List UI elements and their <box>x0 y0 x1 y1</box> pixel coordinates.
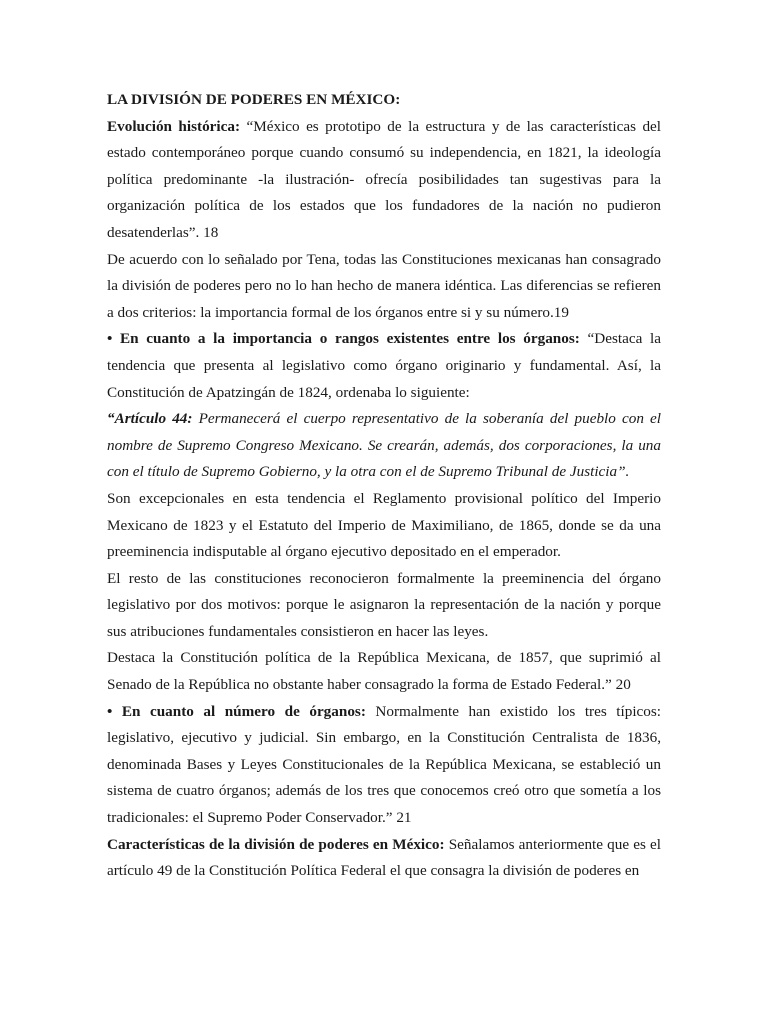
paragraph-constitution-1857 <box>107 645 661 698</box>
paragraph-text: Destaca la Constitución política de la República Mexicana, de 1857, que suprimió al Senado de la República no obstante haber consagrado la forma de Estado Federal.” 20 <box>107 649 661 694</box>
paragraph-text: “Destaca la tendencia que presenta al legislativo como órgano originario y fundamental. Así, la Constitución de Apatzingán de 1824, ordenaba lo siguiente: <box>107 330 661 401</box>
document-page <box>107 87 661 885</box>
paragraph-legislative-preeminence <box>107 566 661 646</box>
document-title: LA DIVISIÓN DE PODERES EN MÉXICO: <box>107 91 401 108</box>
paragraph-text: Permanecerá el cuerpo representativo de la soberanía del pueblo con el nombre de Supremo Congreso Mexicano. Se crearán, además, dos corporaciones, la una con el título de Supremo Gobierno, y la otra con el de Supremo Tribunal de Justicia”. <box>107 410 661 481</box>
paragraph-text: Son excepcionales en esta tendencia el Reglamento provisional político del Imperio Mexicano de 1823 y el Estatuto del Imperio de Maximiliano, de 1865, donde se da una preeminencia indisputable al órgano ejecutivo depositado en el emperador. <box>107 489 661 561</box>
paragraph-text: El resto de las constituciones reconocieron formalmente la preeminencia del órgano legislativo por dos motivos: porque le asignaron la representación de la nación y porque sus atribuciones fundamentales consistieron en hacer las leyes. <box>107 569 661 640</box>
paragraph-exceptions <box>107 486 661 566</box>
paragraph-article-44-quote <box>107 406 661 486</box>
paragraph-historical-evolution <box>107 114 661 247</box>
paragraph-characteristics <box>107 832 661 885</box>
paragraph-lead: • En cuanto al número de órganos: <box>107 702 366 720</box>
paragraph-lead: • En cuanto a la importancia o rangos existentes entre los órganos: <box>107 330 580 348</box>
paragraph-tena-criteria <box>107 247 661 327</box>
paragraph-text: Normalmente han existido los tres típicos: legislativo, ejecutivo y judicial. Sin embargo, en la Constitución Centralista de 1836, denominada Bases y Leyes Constitucionales de la República Mexicana, se estableció un sistema de cuatro órganos; además de los tres que conocemos creó otro que sometía a los tradicionales: el Supremo Poder Conservador.” 21 <box>107 702 662 827</box>
paragraph-lead: Características de la división de poderes en México: <box>107 835 445 853</box>
paragraph-lead: Evolución histórica: <box>107 117 241 135</box>
paragraph-lead: “Artículo 44: <box>107 410 193 428</box>
paragraph-importance-of-organs <box>107 326 661 406</box>
paragraph-text: Señalamos anteriormente que es el artículo 49 de la Constitución Política Federal el que consagra la división de poderes en <box>107 835 661 880</box>
paragraph-text: “México es prototipo de la estructura y de las características del estado contemporáneo porque cuando consumó su independencia, en 1821, la ideología política predominante -la ilustración- ofrecía posibilidades tan sugestivas para la organización política de los estados que los fundadores de la nación no pudieron desatenderlas”. 18 <box>107 117 661 241</box>
paragraph-text: De acuerdo con lo señalado por Tena, todas las Constituciones mexicanas han consagrado la división de poderes pero no lo han hecho de manera idéntica. Las diferencias se refieren a dos criterios: la importancia formal de los órganos entre si y su número.19 <box>107 250 661 321</box>
paragraph-number-of-organs <box>107 699 661 832</box>
